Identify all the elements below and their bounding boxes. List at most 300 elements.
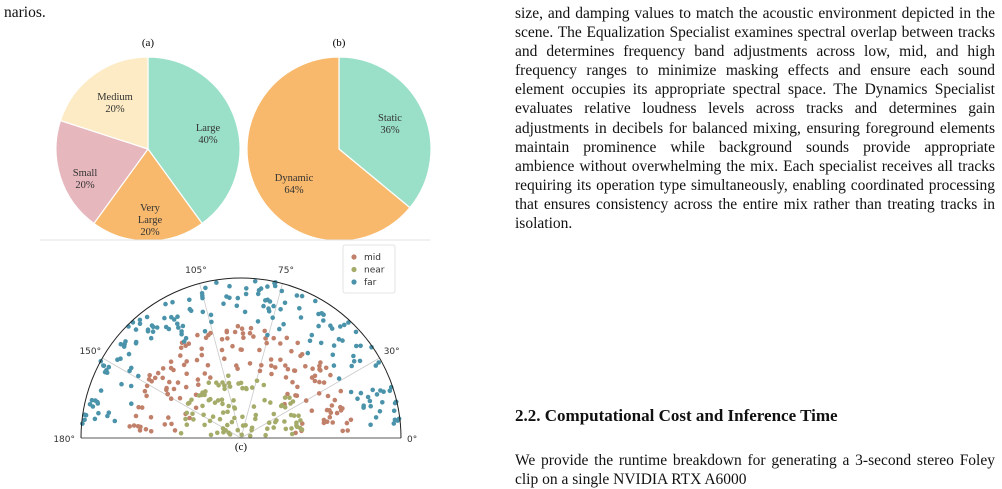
scatter-point-near (239, 433, 244, 438)
scatter-point-far (280, 289, 285, 294)
scatter-point-far (278, 307, 283, 312)
scatter-point-mid (172, 387, 177, 392)
scatter-point-far (319, 341, 324, 346)
scatter-point-near (230, 420, 235, 425)
scatter-point-mid (149, 415, 154, 420)
scatter-point-mid (304, 398, 309, 403)
scatter-point-mid (340, 429, 345, 434)
scatter-point-mid (264, 341, 269, 346)
scatter-point-mid (284, 375, 289, 380)
panel-label-b: (b) (332, 37, 346, 49)
scatter-point-far (151, 325, 156, 330)
scatter-point-far (203, 329, 208, 334)
theta-tick-label: 150° (79, 347, 102, 357)
scatter-point-mid (173, 428, 178, 433)
scatter-point-far (138, 318, 143, 323)
scatter-point-mid (200, 353, 205, 358)
scatter-point-far (381, 389, 386, 394)
scatter-point-near (284, 427, 289, 432)
scatter-point-near (253, 417, 258, 422)
scatter-point-mid (236, 324, 241, 329)
scatter-point-mid (176, 380, 181, 385)
scatter-point-mid (330, 403, 335, 408)
scatter-point-far (164, 325, 169, 330)
legend-label-far: far (364, 278, 377, 288)
scatter-point-far (332, 343, 337, 348)
scatter-point-mid (285, 336, 290, 341)
scatter-point-near (208, 397, 213, 402)
scatter-point-near (255, 379, 260, 384)
scatter-point-far (306, 351, 311, 356)
scatter-point-far (352, 359, 357, 364)
scatter-point-near (240, 415, 245, 420)
scatter-point-mid (165, 392, 170, 397)
scatter-point-far (300, 294, 305, 299)
scatter-point-far (169, 315, 174, 320)
scatter-point-near (200, 390, 205, 395)
scatter-point-far (397, 417, 402, 422)
scatter-point-far (181, 324, 186, 329)
scatter-point-mid (132, 423, 137, 428)
scatter-point-mid (182, 363, 187, 368)
scatter-point-mid (271, 336, 276, 341)
scatter-point-far (283, 301, 288, 306)
scatter-point-mid (178, 396, 183, 401)
scatter-point-mid (313, 374, 318, 379)
scatter-point-far (261, 304, 266, 309)
scatter-point-mid (187, 341, 192, 346)
scatter-point-near (287, 395, 292, 400)
scatter-point-far (265, 333, 270, 338)
scatter-point-mid (295, 385, 300, 390)
scatter-point-mid (248, 331, 253, 336)
scatter-point-near (183, 417, 188, 422)
scatter-point-mid (169, 396, 174, 401)
scatter-point-mid (273, 365, 278, 370)
scatter-point-mid (269, 372, 274, 377)
scatter-point-mid (153, 376, 158, 381)
scatter-point-near (179, 431, 184, 436)
scatter-point-mid (322, 418, 327, 423)
scatter-point-near (254, 413, 259, 418)
scatter-point-mid (340, 406, 345, 411)
scatter-point-mid (194, 406, 199, 411)
scatter-point-mid (199, 347, 204, 352)
scatter-point-near (221, 410, 226, 415)
theta-tick-label: 30° (383, 347, 400, 357)
scatter-point-far (200, 291, 205, 296)
scatter-point-mid (206, 363, 211, 368)
scatter-point-mid (239, 348, 244, 353)
scatter-point-mid (134, 414, 139, 419)
scatter-point-mid (259, 363, 264, 368)
scatter-point-far (221, 301, 226, 306)
scatter-point-mid (233, 330, 238, 335)
scatter-point-near (283, 405, 288, 410)
scatter-point-mid (303, 364, 308, 369)
scatter-point-near (215, 431, 220, 436)
scatter-point-far (338, 324, 343, 329)
scatter-point-far (244, 292, 249, 297)
scatter-point-near (294, 420, 299, 425)
scatter-point-far (331, 353, 336, 358)
scatter-point-mid (345, 421, 350, 426)
scatter-point-near (243, 423, 248, 428)
scatter-point-far (134, 340, 139, 345)
scatter-point-far (263, 298, 268, 303)
scatter-point-near (186, 401, 191, 406)
scatter-point-far (354, 344, 359, 349)
scatter-point-far (375, 392, 380, 397)
scatter-point-mid (310, 366, 315, 371)
scatter-point-far (358, 344, 363, 349)
scatter-point-mid (349, 418, 354, 423)
scatter-point-far (136, 374, 141, 379)
scatter-point-far (270, 315, 275, 320)
scatter-point-far (209, 320, 214, 325)
scatter-point-mid (144, 427, 149, 432)
scatter-point-near (232, 416, 237, 421)
scatter-point-far (361, 403, 366, 408)
scatter-point-far (99, 388, 104, 393)
scatter-point-mid (286, 367, 291, 372)
scatter-point-mid (140, 405, 145, 410)
scatter-point-far (316, 312, 321, 317)
scatter-point-far (243, 310, 248, 315)
scatter-point-mid (179, 346, 184, 351)
scatter-point-near (265, 426, 270, 431)
scatter-point-mid (195, 333, 200, 338)
scatter-point-far (203, 286, 208, 291)
scatter-point-far (134, 327, 139, 332)
scatter-point-far (370, 388, 375, 393)
scatter-point-near (283, 395, 288, 400)
scatter-point-mid (169, 366, 174, 371)
scatter-point-mid (169, 359, 174, 364)
scatter-point-mid (195, 358, 200, 363)
scatter-point-mid (222, 356, 227, 361)
scatter-point-near (288, 401, 293, 406)
scatter-point-near (220, 380, 225, 385)
theta-tick-label: 105° (185, 265, 207, 276)
scatter-point-mid (289, 349, 294, 354)
scatter-point-far (91, 404, 96, 409)
legend-label-mid: mid (364, 253, 381, 263)
scatter-point-mid (269, 363, 274, 368)
scatter-point-mid (329, 410, 334, 415)
scatter-point-near (296, 413, 301, 418)
scatter-point-far (175, 314, 180, 319)
scatter-point-near (262, 383, 267, 388)
scatter-point-far (149, 336, 154, 341)
scatter-point-far (236, 296, 241, 301)
left-column-fragment: narios. (4, 4, 46, 21)
pie-label-dynamic: Dynamic 64% (274, 173, 314, 196)
scatter-point-far (308, 339, 313, 344)
scatter-point-near (240, 386, 245, 391)
scatter-point-far (82, 418, 87, 423)
scatter-point-near (185, 411, 190, 416)
pie-label-static: Static 36% (378, 113, 402, 136)
pie-label-small: Small 20% (72, 168, 98, 191)
scatter-point-far (297, 306, 302, 311)
scatter-point-far (349, 364, 354, 369)
scatter-point-near (207, 380, 212, 385)
scatter-point-mid (161, 366, 166, 371)
scatter-point-near (202, 423, 207, 428)
scatter-point-mid (203, 371, 208, 376)
scatter-point-mid (208, 375, 213, 380)
scatter-point-mid (290, 380, 295, 385)
scatter-point-mid (248, 361, 253, 366)
scatter-point-near (191, 417, 196, 422)
scatter-point-mid (262, 329, 267, 334)
pie-label-medium: Medium 20% (97, 92, 133, 115)
scatter-point-mid (295, 341, 300, 346)
scatter-point-far (368, 399, 373, 404)
theta-tick-label: 75° (278, 265, 295, 276)
scatter-point-mid (143, 389, 148, 394)
scatter-point-far (281, 322, 286, 327)
scatter-point-mid (330, 420, 335, 425)
scatter-point-near (239, 381, 244, 386)
scatter-point-far (107, 410, 112, 415)
scatter-point-mid (145, 384, 150, 389)
figure (0, 0, 500, 460)
scatter-point-mid (163, 422, 168, 427)
scatter-point-near (263, 433, 268, 438)
scatter-point-near (214, 380, 219, 385)
scatter-point-far (277, 327, 282, 332)
scatter-point-mid (169, 422, 174, 427)
scatter-point-far (342, 323, 347, 328)
legend-label-near: near (364, 265, 385, 276)
scatter-point-far (349, 390, 354, 395)
scatter-point-near (228, 432, 233, 437)
legend-marker-mid (351, 254, 356, 259)
scatter-point-far (93, 417, 98, 422)
scatter-point-mid (258, 369, 263, 374)
scatter-point-far (359, 391, 364, 396)
scatter-point-mid (333, 398, 338, 403)
scatter-point-far (376, 360, 381, 365)
scatter-point-far (115, 357, 120, 362)
scatter-point-far (163, 302, 168, 307)
scatter-point-far (170, 300, 175, 305)
scatter-point-mid (127, 424, 132, 429)
scatter-point-far (378, 409, 383, 414)
scatter-point-mid (178, 353, 183, 358)
scatter-point-far (380, 400, 385, 405)
scatter-point-near (272, 412, 277, 417)
scatter-point-far (351, 354, 356, 359)
scatter-point-mid (328, 373, 333, 378)
scatter-point-near (208, 419, 213, 424)
theta-tick-label: 180° (53, 435, 75, 445)
scatter-point-far (113, 419, 118, 424)
scatter-point-far (374, 415, 379, 420)
pie-chart-a (56, 57, 240, 241)
scatter-point-near (222, 387, 227, 392)
scatter-point-near (262, 398, 267, 403)
scatter-point-far (313, 299, 318, 304)
scatter-point-far (227, 284, 232, 289)
scatter-point-far (368, 423, 373, 428)
scatter-point-near (250, 385, 255, 390)
scatter-point-far (253, 279, 258, 284)
scatter-point-mid (147, 373, 152, 378)
scatter-point-mid (196, 377, 201, 382)
scatter-point-near (231, 398, 236, 403)
scatter-point-far (330, 326, 335, 331)
scatter-point-near (289, 426, 294, 431)
scatter-point-near (267, 420, 272, 425)
scatter-point-near (211, 414, 216, 419)
scatter-point-mid (328, 415, 333, 420)
scatter-point-near (226, 374, 231, 379)
scatter-point-far (188, 307, 193, 312)
theta-tick-label: 0° (407, 435, 418, 445)
scatter-point-far (271, 304, 276, 309)
scatter-point-far (355, 396, 360, 401)
scatter-point-far (224, 294, 229, 299)
scatter-point-near (233, 406, 238, 411)
scatter-point-far (129, 401, 134, 406)
scatter-point-mid (318, 360, 323, 365)
scatter-point-mid (317, 380, 322, 385)
scatter-point-near (271, 425, 276, 430)
scatter-point-far (368, 404, 373, 409)
scatter-point-mid (293, 393, 298, 398)
scatter-point-near (244, 387, 249, 392)
scatter-point-far (256, 292, 261, 297)
scatter-point-mid (149, 429, 154, 434)
scatter-point-mid (257, 348, 262, 353)
scatter-point-near (220, 402, 225, 407)
right-column-bottom (515, 419, 995, 489)
scatter-point-mid (324, 366, 329, 371)
scatter-point-near (220, 397, 225, 402)
scatter-point-mid (164, 388, 169, 393)
scatter-point-mid (149, 379, 154, 384)
scatter-point-far (146, 329, 151, 334)
scatter-point-far (145, 315, 150, 320)
scatter-point-mid (138, 428, 143, 433)
scatter-point-far (299, 315, 304, 320)
scatter-point-near (226, 404, 231, 409)
scatter-point-far (332, 363, 337, 368)
scatter-point-mid (220, 348, 225, 353)
scatter-point-mid (241, 335, 246, 340)
pie-label-very-large: Very Large 20% (137, 203, 163, 238)
scatter-point-mid (144, 394, 149, 399)
scatter-point-far (129, 384, 134, 389)
scatter-point-mid (317, 391, 322, 396)
scatter-point-far (310, 333, 315, 338)
scatter-point-far (151, 329, 156, 334)
scatter-point-mid (339, 389, 344, 394)
scatter-point-near (236, 428, 241, 433)
scatter-point-far (104, 368, 109, 373)
right-column (515, 4, 995, 233)
scatter-point-far (119, 382, 124, 387)
scatter-point-far (162, 316, 167, 321)
scatter-point-mid (278, 358, 283, 363)
scatter-point-mid (230, 344, 235, 349)
scatter-point-near (268, 400, 273, 405)
scatter-point-far (321, 312, 326, 317)
scatter-point-mid (184, 385, 189, 390)
scatter-point-mid (251, 334, 256, 339)
scatter-point-near (290, 432, 295, 437)
scatter-point-mid (249, 326, 254, 331)
scatter-point-far (131, 320, 136, 325)
scatter-point-mid (208, 331, 213, 336)
scatter-point-far (101, 363, 106, 368)
scatter-point-near (282, 419, 287, 424)
scatter-point-mid (156, 371, 161, 376)
scatter-point-near (218, 417, 223, 422)
scatter-point-far (266, 306, 271, 311)
scatter-point-far (321, 318, 326, 323)
scatter-point-near (190, 412, 195, 417)
scatter-point-mid (225, 329, 230, 334)
scatter-point-mid (269, 357, 274, 362)
scatter-point-mid (310, 408, 315, 413)
panel-label-c: (c) (234, 441, 248, 453)
scatter-point-mid (335, 411, 340, 416)
pie-label-large: Large 40% (195, 123, 221, 146)
panel-label-a: (a) (141, 37, 155, 49)
scatter-point-far (366, 395, 371, 400)
scatter-point-mid (322, 380, 327, 385)
scatter-point-near (289, 413, 294, 418)
body-paragraph-2: We provide the runtime breakdown for generating a 3-second stereo Foley clip on a single NVIDIA RTX A6000 (515, 452, 995, 489)
scatter-point-far (127, 352, 132, 357)
scatter-point-far (214, 280, 219, 285)
scatter-point-near (221, 430, 226, 435)
scatter-point-far (265, 284, 270, 289)
scatter-point-far (96, 401, 101, 406)
pie-chart-b (247, 57, 431, 241)
scatter-point-far (337, 376, 342, 381)
scatter-point-far (155, 325, 160, 330)
scatter-point-far (201, 310, 206, 315)
legend-marker-near (351, 267, 356, 272)
scatter-point-mid (293, 369, 298, 374)
scatter-point-far (187, 298, 192, 303)
scatter-point-mid (220, 337, 225, 342)
scatter-point-far (295, 293, 300, 298)
scatter-point-mid (326, 394, 331, 399)
scatter-point-far (358, 359, 363, 364)
scatter-point-near (298, 418, 303, 423)
scatter-point-mid (283, 363, 288, 368)
scatter-point-near (213, 400, 218, 405)
scatter-point-mid (160, 376, 165, 381)
scatter-point-near (225, 410, 230, 415)
scatter-point-mid (240, 326, 245, 331)
legend-marker-far (351, 279, 356, 284)
scatter-point-near (185, 422, 190, 427)
scatter-point-near (250, 426, 255, 431)
body-paragraph: size, and damping values to match the acoustic environment depicted in the scene. The Equalization Specialist examines spectral overlap between tracks and determines frequency band adjustments across low, mid, and high frequency ranges to minimize masking effects and ensure each sound element occupies its appropriate spectral space. The Dynamics Specialist evaluates relative loudness levels across tracks and determines gain adjustments in decibels for balanced mixing, ensuring foreground elements maintain prominence while background sounds provide appropriate ambience without overwhelming the mix. Each specialist receives all tracks requiring its operation type simultaneously, enabling coordinated processing that ensures consistency across the entire mix rather than treating tracks in isolation. (515, 5, 995, 233)
scatter-point-far (209, 313, 214, 318)
scatter-point-mid (278, 341, 283, 346)
scatter-point-far (179, 329, 184, 334)
scatter-point-far (96, 411, 101, 416)
scatter-point-mid (225, 336, 230, 341)
